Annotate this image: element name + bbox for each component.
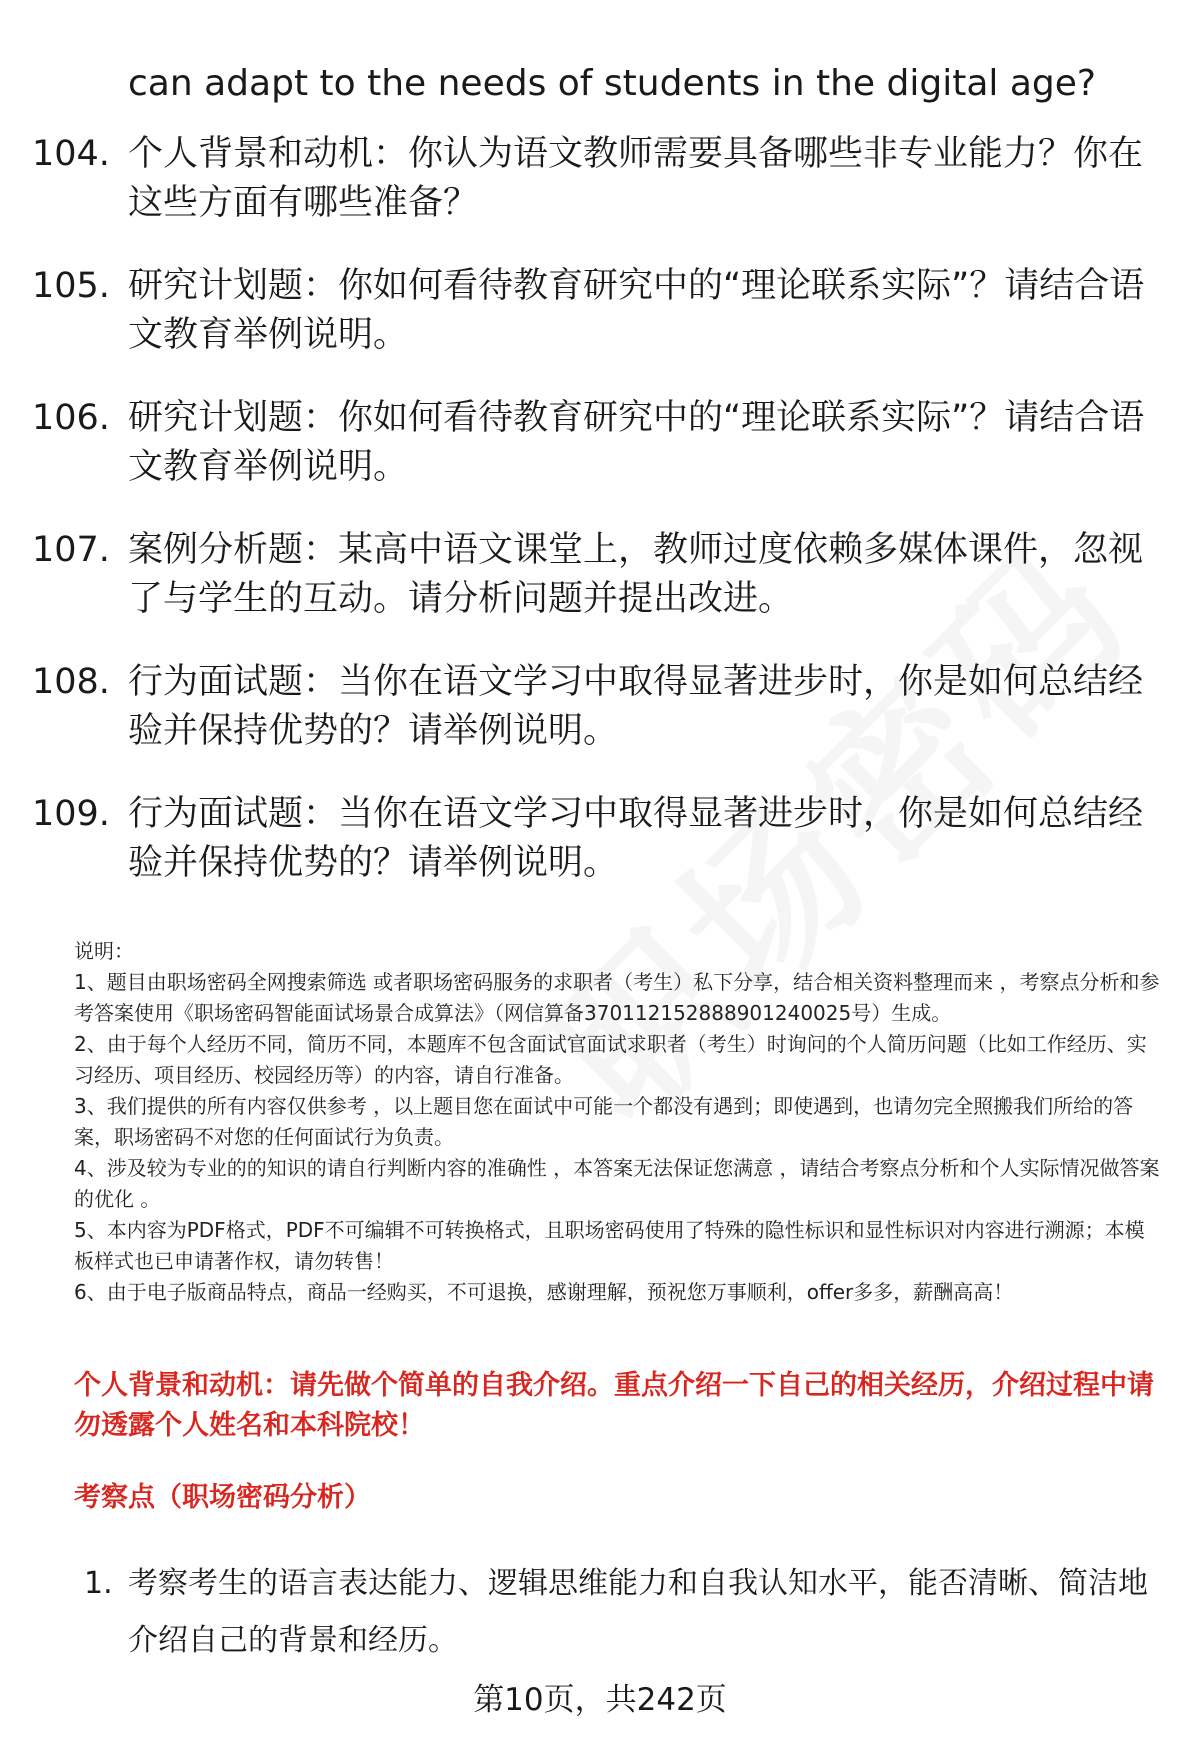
question-text: 研究计划题：你如何看待教育研究中的“理论联系实际”？请结合语文教育举例说明。 <box>128 266 1145 355</box>
question-number: 109. <box>32 794 110 834</box>
question-number: 104. <box>32 134 110 174</box>
note-item: 5、本内容为PDF格式，PDF不可编辑不可转换格式，且职场密码使用了特殊的隐性标识和显性标识对内容进行溯源；本模板样式也已申请著作权，请勿转售！ <box>74 1218 1145 1273</box>
assessment-list-item <box>84 1555 1164 1669</box>
notes-section <box>74 936 1164 1308</box>
question-text: 行为面试题：当你在语文学习中取得显著进步时，你是如何总结经验并保持优势的？请举例说明。 <box>128 794 1144 883</box>
note-item: 2、由于每个人经历不同，简历不同，本题库不包含面试官面试求职者（考生）时询问的个人简历问题（比如工作经历、实习经历、项目经历、校园经历等）的内容，请自行准备。 <box>74 1032 1147 1087</box>
question-number: 106. <box>32 398 110 438</box>
question-text: 行为面试题：当你在语文学习中取得显著进步时，你是如何总结经验并保持优势的？请举例说明。 <box>128 662 1144 751</box>
note-item: 1、题目由职场密码全网搜索筛选 或者职场密码服务的求职者（考生）私下分享，结合相关资料整理而来 ，考察点分析和参考答案使用《职场密码智能面试场景合成算法》（网信算备370112152888901240025号）生成。 <box>74 970 1160 1025</box>
note-item: 6、由于电子版商品特点，商品一经购买，不可退换，感谢理解，预祝您万事顺利，offer多多，薪酬高高！ <box>74 1280 1014 1304</box>
note-item: 4、涉及较为专业的的知识的请自行判断内容的准确性 ，本答案无法保证您满意 ，请结合考察点分析和个人实际情况做答案的优化 。 <box>74 1156 1160 1211</box>
question-continuation: can adapt to the needs of students in the digital age? <box>128 63 1097 104</box>
question-item <box>32 790 1152 888</box>
question-text: 个人背景和动机：你认为语文教师需要具备哪些非专业能力？你在这些方面有哪些准备？ <box>128 134 1144 223</box>
question-item <box>32 130 1152 228</box>
page-footer: 第10页，共242页 <box>473 1682 727 1718</box>
notes-title: 说明： <box>74 939 134 963</box>
main-question-heading: 个人背景和动机：请先做个简单的自我介绍。重点介绍一下自己的相关经历，介绍过程中请勿透露个人姓名和本科院校！ <box>74 1370 1154 1441</box>
assessment-number: 1. <box>84 1566 113 1601</box>
question-number: 105. <box>32 266 110 306</box>
question-item <box>32 526 1152 624</box>
note-item: 3、我们提供的所有内容仅供参考 ，以上题目您在面试中可能一个都没有遇到；即使遇到，也请勿完全照搬我们所给的答案，职场密码不对您的任何面试行为负责。 <box>74 1094 1134 1149</box>
question-number: 107. <box>32 530 110 570</box>
question-item <box>32 658 1152 756</box>
question-item <box>32 262 1152 360</box>
assessment-text: 考察考生的语言表达能力、逻辑思维能力和自我认知水平，能否清晰、简洁地介绍自己的背景和经历。 <box>128 1566 1148 1658</box>
question-text: 研究计划题：你如何看待教育研究中的“理论联系实际”？请结合语文教育举例说明。 <box>128 398 1145 487</box>
question-item <box>32 394 1152 492</box>
question-number: 108. <box>32 662 110 702</box>
question-text: 案例分析题：某高中语文课堂上，教师过度依赖多媒体课件，忽视了与学生的互动。请分析问题并提出改进。 <box>128 530 1144 619</box>
assessment-heading: 考察点（职场密码分析） <box>74 1482 371 1513</box>
